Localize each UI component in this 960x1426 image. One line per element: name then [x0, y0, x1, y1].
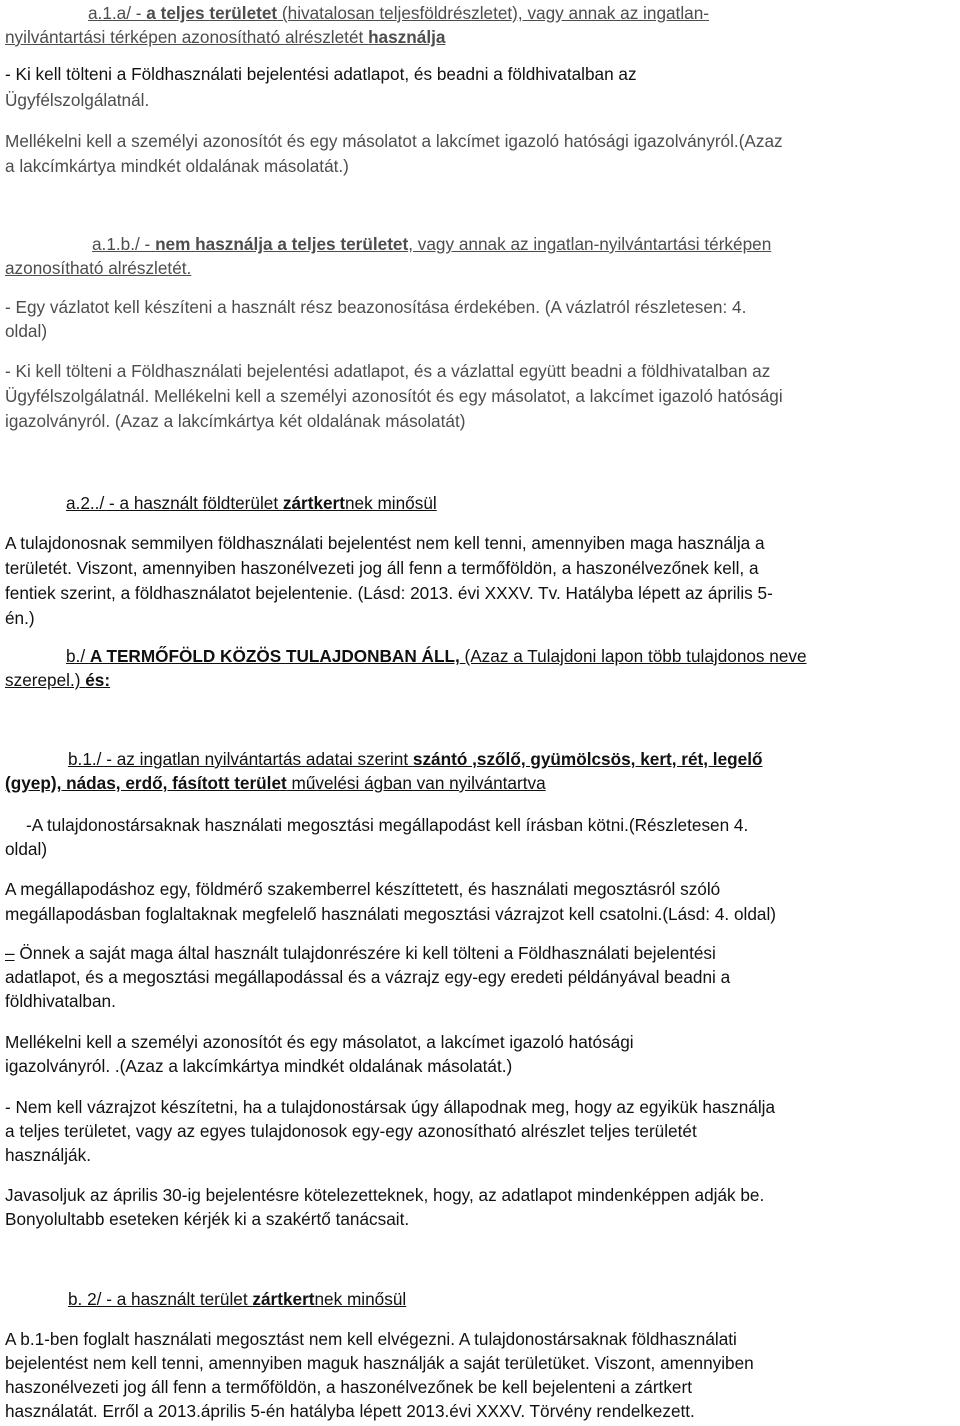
- section-a1b-heading-cont: azonosítható alrészletét.: [5, 258, 192, 278]
- a1b-para1-line1: - Egy vázlatot kell készíteni a használt rész beazonosítása érdekében. (A vázlatról részletesen: 4.: [5, 297, 747, 317]
- b1-para2-line2: megállapodásban foglaltaknak megfelelő használati megosztási vázrajzot kell csatolni.(Lásd: 4. oldal): [5, 904, 777, 924]
- b2-line1: A b.1-ben foglalt használati megosztást nem kell elvégezni. A tulajdonostársaknak földhasználati: [5, 1329, 737, 1349]
- b2-line2: bejelentést nem kell tenni, amennyiben maguk használják a saját területüket. Viszont, amennyiben: [5, 1353, 754, 1373]
- b1-para5-line2: a teljes területet, vagy az egyes tulajdonosok egy-egy azonosítható alrészlet teljes területét: [5, 1121, 697, 1141]
- a2-line3: fentiek szerint, a földhasználatot bejelentenie. (Lásd: 2013. évi XXXV. Tv. Hatályba lépett az április 5-: [5, 583, 773, 603]
- a1b-para2-line3: igazolványról. (Azaz a lakcímkártya két oldalának másolatát): [5, 411, 466, 431]
- a1a-para2-line1: Mellékelni kell a személyi azonosítót és egy másolatot a lakcímet igazoló hatósági igazolványról.(Azaz: [5, 131, 783, 151]
- b1-para1-line2: oldal): [5, 839, 48, 859]
- b2-line3: haszonélvezeti jog áll fenn a termőföldön, a haszonélvezőnek be kell bejelenteni a zártkert: [5, 1377, 692, 1397]
- a2-line2: területét. Viszont, amennyiben haszonélvezeti jog áll fenn a termőföldön, a haszonélvezőnek kell, a: [5, 558, 759, 578]
- section-b1-heading-cont: (gyep), nádas, erdő, fásított terület művelési ágban van nyilvántartva: [5, 773, 546, 793]
- b1-para3-line3: földhivatalban.: [5, 991, 116, 1011]
- section-b-heading-cont: szerepel.) és:: [5, 670, 111, 690]
- b1-para6-line1: Javasoljuk az április 30-ig bejelentésre kötelezetteknek, hogy, az adatlapot mindenképpen adják be.: [5, 1185, 765, 1205]
- section-a1a-heading: a.1.a/ - a teljes területet (hivatalosan teljesföldrészletet), vagy annak az ingatlan-: [88, 3, 709, 23]
- a1b-para2-line1: - Ki kell tölteni a Földhasználati bejelentési adatlapot, és a vázlattal együtt beadni a földhivatalban az: [5, 361, 771, 381]
- section-a2-heading: a.2../ - a használt földterület zártkertnek minősül: [66, 493, 437, 513]
- b1-para5-line1: - Nem kell vázrajzot készítetni, ha a tulajdonostársak úgy állapodnak meg, hogy az egyikük használja: [5, 1097, 776, 1117]
- section-b-heading: b./ A TERMŐFÖLD KÖZÖS TULAJDONBAN ÁLL, (Azaz a Tulajdoni lapon több tulajdonos neve: [66, 646, 807, 666]
- b1-para5-line3: használják.: [5, 1145, 91, 1165]
- section-a1a-heading-cont: nyilvántartási térképen azonosítható alrészletét használja: [5, 27, 446, 47]
- a1a-para2-line2: a lakcímkártya mindkét oldalának másolatát.): [5, 156, 349, 176]
- section-a1b-heading: a.1.b./ - nem használja a teljes területet, vagy annak az ingatlan-nyilvántartási térképen: [92, 234, 772, 254]
- b1-para3-line1: – Önnek a saját maga által használt tulajdonrészére ki kell tölteni a Földhasználati bejelentési: [5, 943, 716, 963]
- a1b-para1-line2: oldal): [5, 321, 48, 341]
- section-b2-heading: b. 2/ - a használt terület zártkertnek minősül: [68, 1289, 407, 1309]
- b1-para1-line1: -A tulajdonostársaknak használati megosztási megállapodást kell írásban kötni.(Részletesen 4.: [26, 815, 749, 835]
- a2-line1: A tulajdonosnak semmilyen földhasználati bejelentést nem kell tenni, amennyiben maga használja a: [5, 533, 765, 553]
- section-b1-heading: b.1./ - az ingatlan nyilvántartás adatai szerint szántó ,szőlő, gyümölcsös, kert, rét, legelő: [68, 749, 763, 769]
- b1-para3-line2: adatlapot, és a megosztási megállapodással és a vázrajz egy-egy eredeti példányával beadni a: [5, 967, 731, 987]
- a2-line4: én.): [5, 608, 35, 628]
- a1a-para1-line2: Ügyfélszolgálatnál.: [5, 90, 150, 110]
- b1-para4-line1: Mellékelni kell a személyi azonosítót és egy másolatot, a lakcímet igazoló hatósági: [5, 1032, 634, 1052]
- b1-para2-line1: A megállapodáshoz egy, földmérő szakemberrel készíttetett, és használati megosztásról szóló: [5, 879, 721, 899]
- b2-line4: használatát. Erről a 2013.április 5-én hatályba lépett 2013.évi XXXV. Törvény rendelkezett.: [5, 1401, 695, 1421]
- b1-para4-line2: igazolványról. .(Azaz a lakcímkártya mindkét oldalának másolatát.): [5, 1056, 513, 1076]
- a1a-para1-line1: - Ki kell tölteni a Földhasználati bejelentési adatlapot, és beadni a földhivatalban az: [5, 64, 637, 84]
- a1b-para2-line2: Ügyfélszolgálatnál. Mellékelni kell a személyi azonosítót és egy másolatot, a lakcímet igazoló hatósági: [5, 386, 783, 406]
- b1-para6-line2: Bonyolultabb eseteken kérjék ki a szakértő tanácsait.: [5, 1209, 410, 1229]
